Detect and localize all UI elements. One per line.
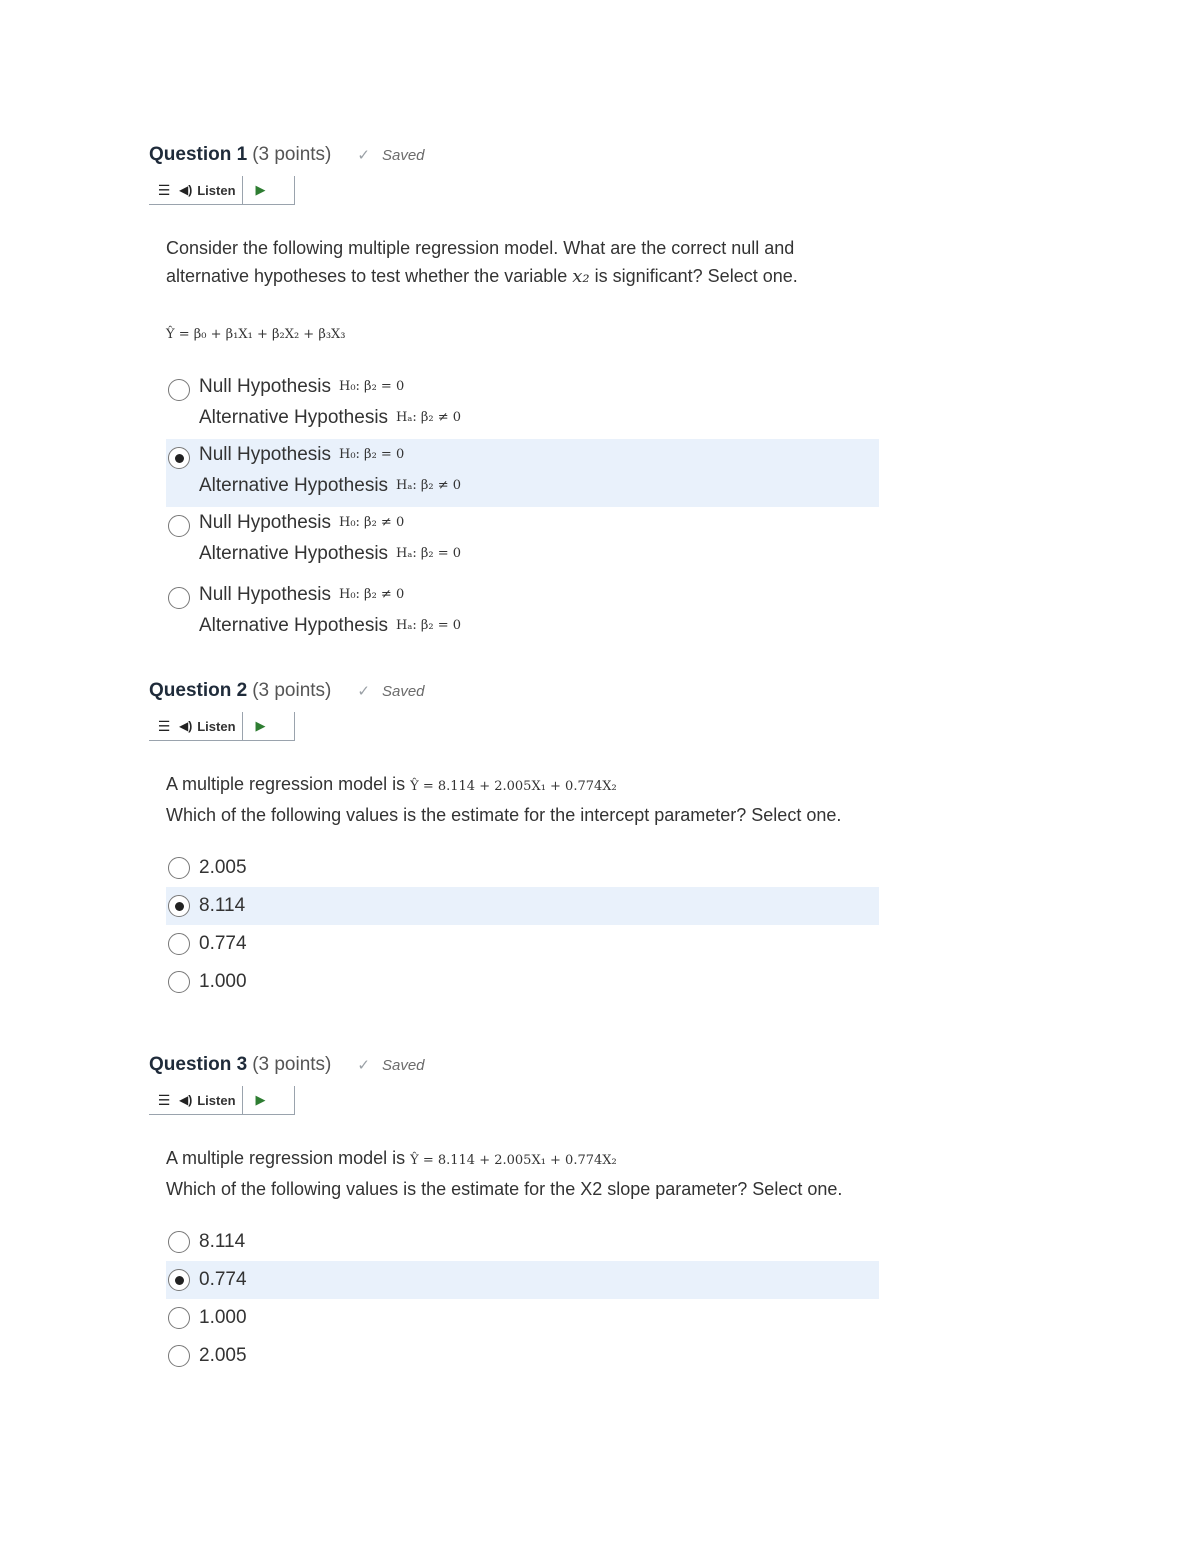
play-button[interactable] — [243, 1086, 279, 1114]
listen-label: Listen — [197, 1092, 236, 1108]
listen-label: Listen — [197, 718, 236, 734]
null-hypothesis-math: H₀: β₂ ≠ 0 — [339, 515, 405, 530]
question-header — [149, 1054, 879, 1080]
question-header — [149, 680, 879, 706]
alt-hypothesis-label: Alternative Hypothesis — [199, 615, 389, 636]
alt-hypothesis-label: Alternative Hypothesis — [199, 475, 389, 496]
radio-button[interactable] — [168, 515, 190, 537]
listen-button[interactable] — [179, 1086, 243, 1114]
question-2 — [149, 680, 879, 1001]
option-label — [199, 507, 461, 569]
question-text-pre: A multiple regression model is — [166, 774, 411, 794]
question-title: Question 1 — [149, 144, 248, 165]
radio-button[interactable] — [168, 971, 190, 993]
play-button[interactable] — [243, 176, 279, 204]
radio-button[interactable] — [168, 857, 190, 879]
question-text-pre: A multiple regression model is — [166, 1148, 411, 1168]
answer-option-2[interactable] — [166, 439, 879, 507]
question-title: Question 3 — [149, 1054, 248, 1075]
option-label: 2.005 — [199, 1345, 247, 1366]
null-hypothesis-math: H₀: β₂ = 0 — [339, 379, 405, 394]
radio-button-selected[interactable] — [168, 895, 190, 917]
answer-option-3[interactable] — [166, 925, 879, 963]
answer-option-3[interactable] — [166, 1299, 879, 1337]
play-icon: ▶ — [255, 182, 266, 197]
answer-option-2[interactable] — [166, 887, 879, 925]
null-hypothesis-label: Null Hypothesis — [199, 444, 331, 465]
menu-icon[interactable]: ☰ — [157, 181, 171, 198]
alt-hypothesis-math: Hₐ: β₂ = 0 — [396, 618, 462, 633]
regression-formula: Ŷ = β₀ + β₁X₁ + β₂X₂ + β₃X₃ — [166, 327, 346, 342]
option-label: 1.000 — [199, 1307, 247, 1328]
option-label: 8.114 — [199, 895, 246, 916]
option-label — [199, 579, 461, 641]
null-hypothesis-label: Null Hypothesis — [199, 376, 331, 397]
play-button[interactable] — [243, 712, 279, 740]
regression-formula: Ŷ = 8.114 + 2.005X₁ + 0.774X₂ — [410, 1153, 617, 1168]
check-icon: ✓ — [357, 683, 370, 700]
null-hypothesis-label: Null Hypothesis — [199, 584, 331, 605]
answer-option-4[interactable] — [166, 963, 879, 1001]
listen-label: Listen — [197, 182, 236, 198]
radio-button[interactable] — [168, 379, 190, 401]
question-text-post: Which of the following values is the estimate for the intercept parameter? Select one. — [166, 805, 842, 825]
menu-icon[interactable]: ☰ — [157, 717, 171, 734]
saved-status — [357, 1056, 424, 1074]
alt-hypothesis-math: Hₐ: β₂ ≠ 0 — [396, 478, 462, 493]
saved-status — [357, 682, 424, 700]
question-points: (3 points) — [252, 144, 332, 165]
option-label: 2.005 — [199, 857, 247, 878]
saved-label: Saved — [381, 1056, 425, 1074]
answer-option-2[interactable] — [166, 1261, 879, 1299]
saved-status — [357, 146, 424, 164]
answer-option-1[interactable] — [166, 1223, 879, 1261]
radio-button-selected[interactable] — [168, 1269, 190, 1291]
speaker-icon: ◀) — [179, 183, 193, 197]
answer-option-4[interactable] — [166, 579, 879, 647]
radio-button[interactable] — [168, 587, 190, 609]
regression-formula: Ŷ = 8.114 + 2.005X₁ + 0.774X₂ — [410, 779, 617, 794]
answer-option-3[interactable] — [166, 507, 879, 579]
question-text — [166, 770, 879, 829]
null-hypothesis-math: H₀: β₂ ≠ 0 — [339, 587, 405, 602]
check-icon: ✓ — [357, 147, 370, 164]
alt-hypothesis-label: Alternative Hypothesis — [199, 543, 389, 564]
radio-button-selected[interactable] — [168, 447, 190, 469]
listen-button[interactable] — [179, 712, 243, 740]
question-text-pre: Consider the following multiple regression model. What are the correct null and alternative hypotheses to test whether the variable — [166, 238, 795, 286]
listen-toolbar — [149, 712, 295, 741]
listen-button[interactable] — [179, 176, 243, 204]
answer-options — [166, 371, 879, 647]
radio-button[interactable] — [168, 1345, 190, 1367]
question-3 — [149, 1054, 879, 1375]
radio-button[interactable] — [168, 1231, 190, 1253]
radio-button[interactable] — [168, 1307, 190, 1329]
listen-toolbar — [149, 176, 295, 205]
question-text — [166, 1144, 879, 1203]
alt-hypothesis-math: Hₐ: β₂ = 0 — [396, 546, 462, 561]
option-label: 8.114 — [199, 1231, 246, 1252]
question-title: Question 2 — [149, 680, 248, 701]
menu-icon[interactable]: ☰ — [157, 1091, 171, 1108]
question-header — [149, 144, 879, 170]
question-text-post: Which of the following values is the estimate for the X2 slope parameter? Select one. — [166, 1179, 843, 1199]
check-icon: ✓ — [357, 1057, 370, 1074]
play-icon: ▶ — [255, 1092, 266, 1107]
speaker-icon: ◀) — [179, 719, 193, 733]
question-variable: x₂ — [572, 266, 590, 287]
option-label — [199, 439, 461, 501]
alt-hypothesis-math: Hₐ: β₂ ≠ 0 — [396, 410, 462, 425]
question-1 — [149, 144, 879, 647]
option-label: 0.774 — [199, 933, 247, 954]
answer-options — [166, 1223, 879, 1375]
question-points: (3 points) — [252, 1054, 332, 1075]
answer-options — [166, 849, 879, 1001]
play-icon: ▶ — [255, 718, 266, 733]
answer-option-1[interactable] — [166, 849, 879, 887]
speaker-icon: ◀) — [179, 1093, 193, 1107]
question-points: (3 points) — [252, 680, 332, 701]
null-hypothesis-math: H₀: β₂ = 0 — [339, 447, 405, 462]
saved-label: Saved — [381, 682, 425, 700]
option-label: 1.000 — [199, 971, 247, 992]
question-text — [166, 234, 879, 291]
listen-toolbar — [149, 1086, 295, 1115]
radio-button[interactable] — [168, 933, 190, 955]
answer-option-4[interactable] — [166, 1337, 879, 1375]
alt-hypothesis-label: Alternative Hypothesis — [199, 407, 389, 428]
saved-label: Saved — [381, 146, 425, 164]
option-label: 0.774 — [199, 1269, 247, 1290]
answer-option-1[interactable] — [166, 371, 879, 439]
question-text-post: is significant? Select one. — [589, 266, 798, 286]
null-hypothesis-label: Null Hypothesis — [199, 512, 331, 533]
option-label — [199, 371, 461, 433]
